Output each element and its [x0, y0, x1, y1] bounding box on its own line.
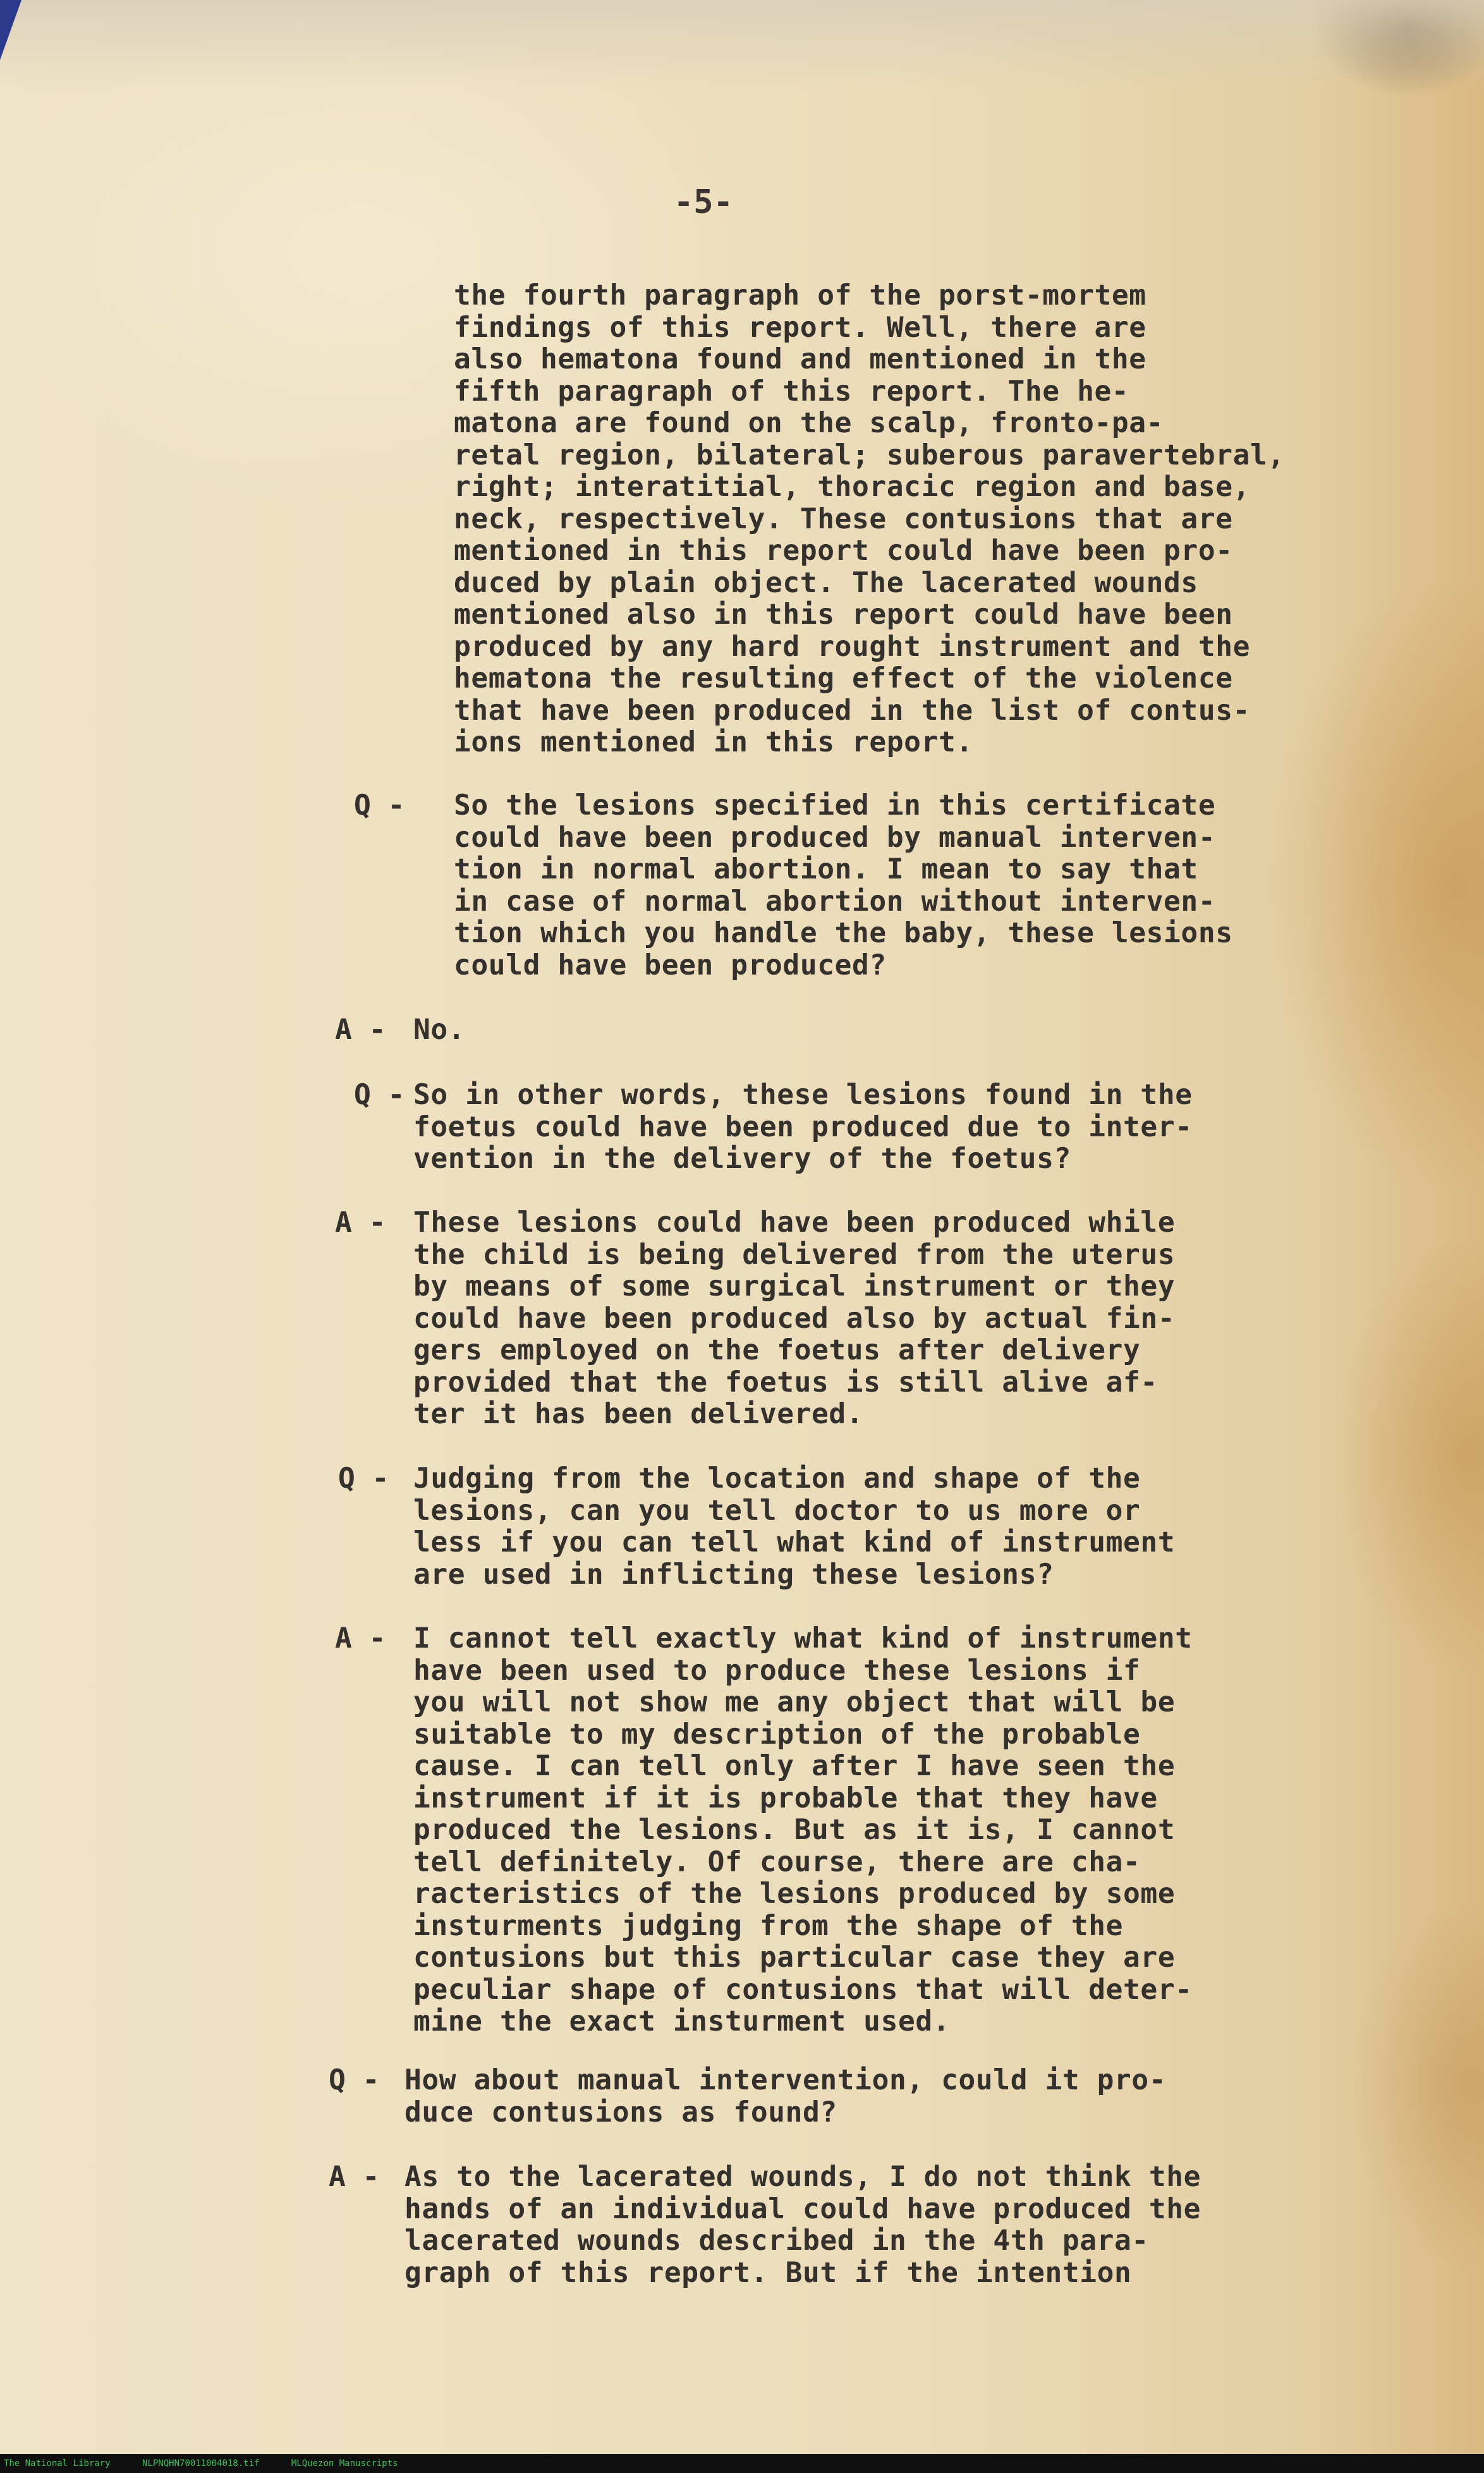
text-line: duce contusions as found?: [404, 2096, 837, 2129]
text-line: findings of this report. Well, there are: [454, 311, 1146, 344]
qa-marker: Q -: [354, 1079, 405, 1111]
text-line: neck, respectively. These contusions that are: [454, 502, 1233, 535]
footer-collection: MLQuezon Manuscripts: [291, 2458, 398, 2469]
question-4-text: [404, 2065, 1166, 2129]
text-line: ter it has been delivered.: [413, 1398, 864, 1430]
qa-marker: A -: [329, 2161, 380, 2193]
corner-tab-mark: [0, 0, 21, 60]
footer-library: The National Library: [4, 2458, 111, 2469]
text-line: hematona the resulting effect of the violence: [454, 662, 1233, 695]
text-line: insturments judging from the shape of the: [413, 1909, 1124, 1942]
text-line: lacerated wounds described in the 4th para-: [404, 2225, 1149, 2257]
text-line: retal region, bilateral; suberous paravertebral,: [454, 439, 1285, 471]
text-line: So in other words, these lesions found in the: [413, 1079, 1193, 1111]
text-line: mentioned in this report could have been pro-: [454, 535, 1233, 567]
text-line: mine the exact insturment used.: [413, 2005, 951, 2038]
text-line: These lesions could have been produced while: [413, 1206, 1176, 1239]
intro-paragraph: [454, 280, 1285, 759]
text-line: the fourth paragraph of the porst-mortem: [454, 279, 1146, 312]
text-line: by means of some surgical instrument or they: [413, 1270, 1176, 1303]
question-3-text: [413, 1463, 1175, 1591]
answer-3-text: [413, 1623, 1193, 2038]
text-line: are used in inflicting these lesions?: [413, 1558, 1054, 1591]
text-line: suitable to my description of the probable: [413, 1718, 1141, 1751]
text-line: could have been produced by manual interven-: [454, 821, 1216, 854]
text-line: could have been produced also by actual fin-: [413, 1302, 1176, 1335]
qa-marker: Q -: [338, 1462, 389, 1495]
text-line: graph of this report. But if the intention: [404, 2256, 1132, 2289]
qa-marker: A -: [335, 1206, 386, 1239]
qa-marker: A -: [335, 1014, 386, 1046]
text-line: racteristics of the lesions produced by some: [413, 1878, 1176, 1910]
text-line: less if you can tell what kind of instrument: [413, 1526, 1176, 1559]
text-line: produced the lesions. But as it is, I cannot: [413, 1814, 1176, 1846]
text-line: provided that the foetus is still alive af-: [413, 1366, 1158, 1399]
text-line: have been used to produce these lesions if: [413, 1654, 1141, 1687]
text-line: cause. I can tell only after I have seen the: [413, 1750, 1176, 1782]
text-line: fifth paragraph of this report. The he-: [454, 375, 1129, 408]
text-line: you will not show me any object that will be: [413, 1686, 1176, 1718]
text-line: that have been produced in the list of contus-: [454, 694, 1250, 727]
text-line: peculiar shape of contusions that will deter-: [413, 1973, 1193, 2006]
text-line: ions mentioned in this report.: [454, 726, 973, 758]
text-line: vention in the delivery of the foetus?: [413, 1143, 1071, 1175]
text-line: hands of an individual could have produced the: [404, 2192, 1201, 2225]
qa-marker: A -: [335, 1622, 386, 1655]
page-top-margin: [0, 0, 1484, 88]
answer-4-text: [404, 2161, 1201, 2289]
text-line: mentioned also in this report could have been: [454, 599, 1233, 631]
question-1-text: [454, 790, 1233, 981]
qa-marker: Q -: [354, 789, 405, 822]
text-line: also hematona found and mentioned in the: [454, 343, 1146, 375]
question-2-text: [413, 1079, 1193, 1176]
text-line: So the lesions specified in this certificate: [454, 789, 1216, 822]
text-line: As to the lacerated wounds, I do not think the: [404, 2161, 1201, 2193]
text-line: duced by plain object. The lacerated wounds: [454, 566, 1198, 599]
text-line: foetus could have been produced due to inter-: [413, 1110, 1193, 1143]
answer-1-text: [413, 1014, 465, 1047]
text-line: lesions, can you tell doctor to us more or: [413, 1494, 1141, 1527]
text-line: instrument if it is probable that they have: [413, 1782, 1158, 1814]
page-number: -5-: [674, 183, 733, 221]
text-line: I cannot tell exactly what kind of instrument: [413, 1622, 1193, 1655]
text-line: No.: [413, 1014, 466, 1046]
text-line: in case of normal abortion without interven-: [454, 885, 1216, 918]
faded-stamp-mark: [1186, 111, 1462, 205]
text-line: tion in normal abortion. I mean to say that: [454, 853, 1198, 885]
text-line: tion which you handle the baby, these lesions: [454, 917, 1233, 949]
text-line: How about manual intervention, could it pro-: [404, 2064, 1167, 2096]
text-line: matona are found on the scalp, fronto-pa-: [454, 407, 1164, 439]
scan-footer-bar: [0, 2454, 1484, 2473]
footer-file: NLPNQHN70011004018.tif: [142, 2458, 260, 2469]
text-line: the child is being delivered from the uterus: [413, 1238, 1176, 1271]
text-line: could have been produced?: [454, 949, 887, 981]
text-line: gers employed on the foetus after delivery: [413, 1334, 1141, 1366]
text-line: Judging from the location and shape of the: [413, 1462, 1141, 1495]
text-line: right; interatitial, thoracic region and base,: [454, 471, 1250, 503]
answer-2-text: [413, 1207, 1175, 1431]
text-line: contusions but this particular case they are: [413, 1941, 1176, 1974]
qa-marker: Q -: [329, 2064, 380, 2096]
text-line: produced by any hard rought instrument and the: [454, 630, 1250, 663]
text-line: tell definitely. Of course, there are cha-: [413, 1845, 1141, 1878]
